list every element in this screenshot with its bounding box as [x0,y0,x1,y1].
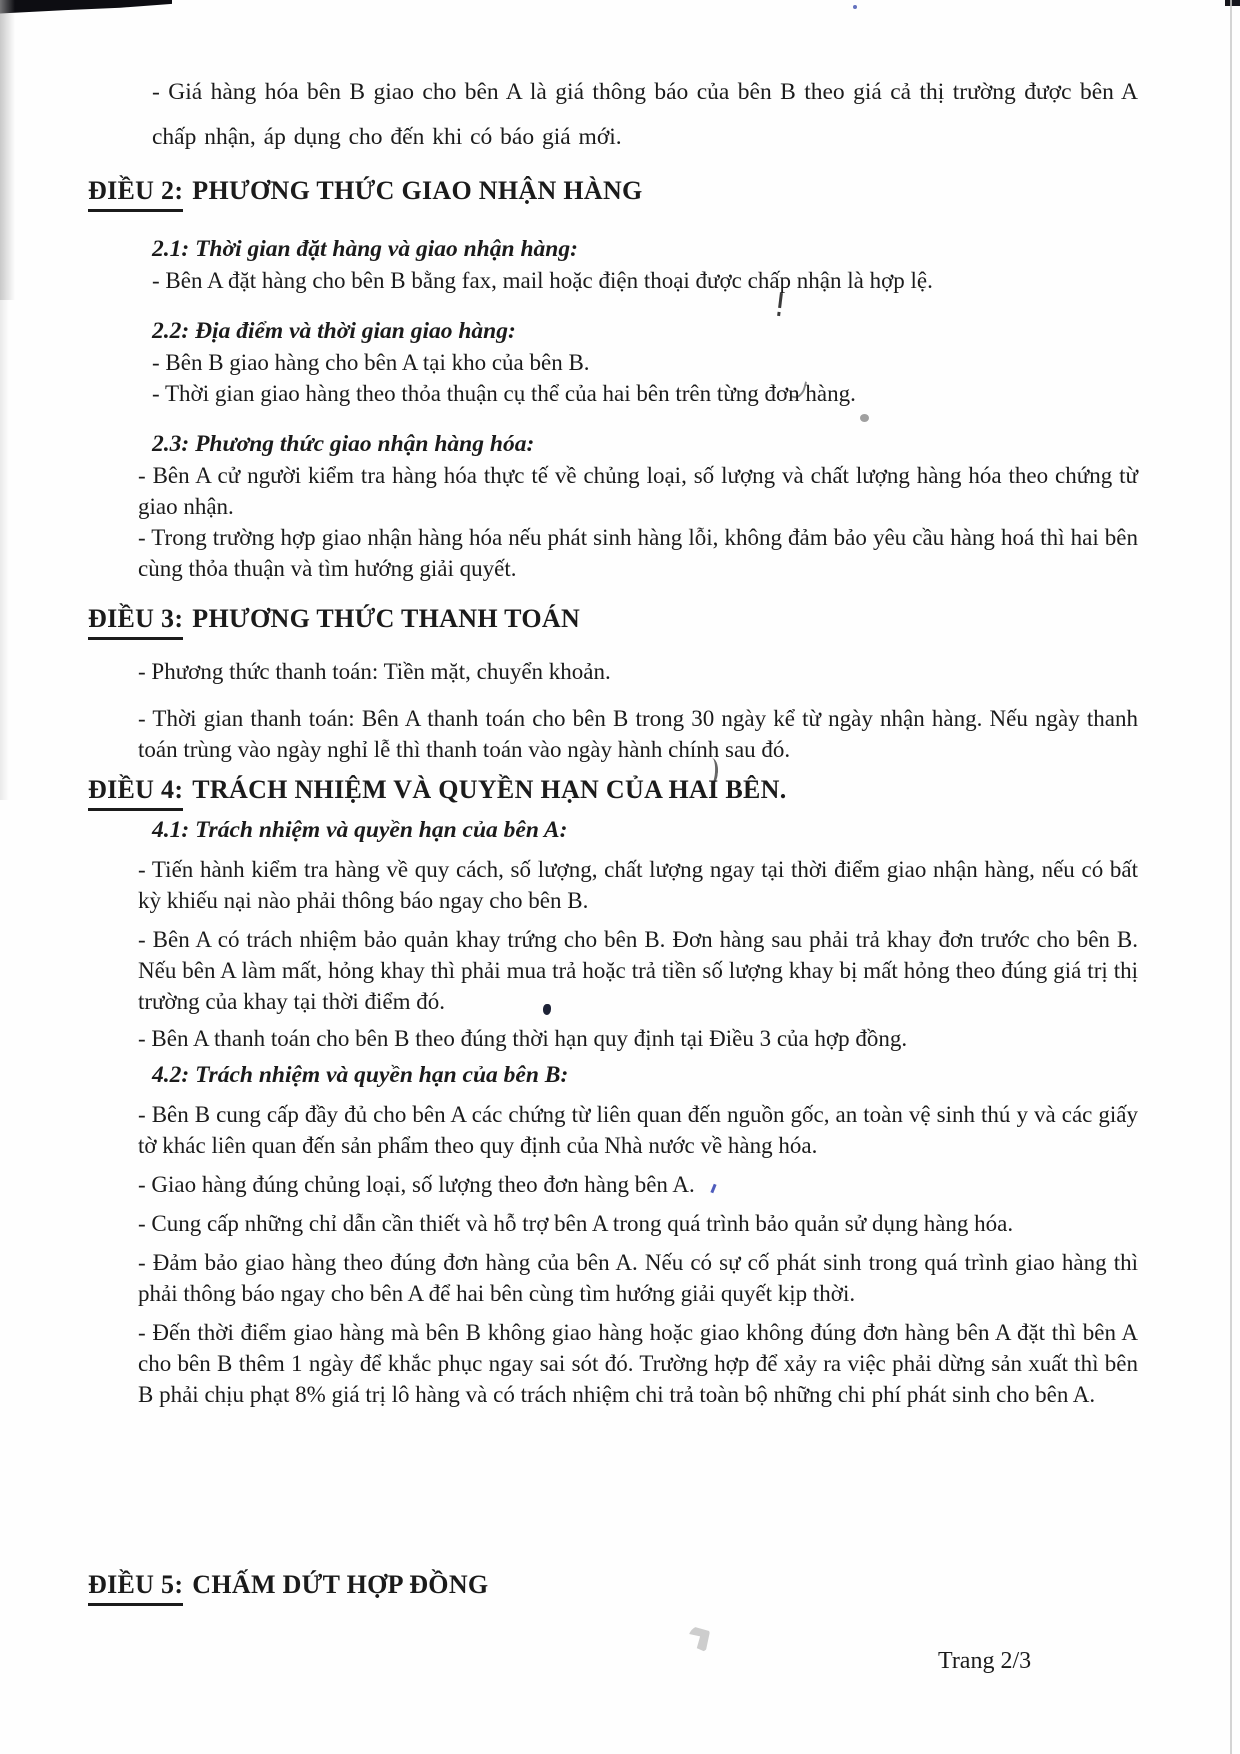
scan-artifact-left-shadow-lower [0,300,9,800]
section-4-1-paragraph-1: - Tiến hành kiểm tra hàng về quy cách, số lượng, chất lượng ngay tại thời điểm giao nhận hàng, nếu có bất kỳ khiếu nại nào phải thông báo ngay cho bên B. [138,857,1138,913]
article-4-number: ĐIỀU 4: [88,773,183,811]
section-4-2-heading: 4.2: Trách nhiệm và quyền hạn của bên B: [152,1062,569,1088]
section-2-1-paragraph-1: - Bên A đặt hàng cho bên B bằng fax, mail hoặc điện thoại được chấp nhận là hợp lệ. [152,268,933,293]
section-4-2-paragraph-5: - Đến thời điểm giao hàng mà bên B không giao hàng hoặc giao không đúng đơn hàng bên A đặt thì bên A cho bên B thêm 1 ngày để khắc phục ngay sai sót đó. Trường hợp để xảy ra việc phải dừng sản xuất thì bên B phải chịu phạt 8% giá trị lô hàng và có trách nhiệm chi trả toàn bộ những chi phí phát sinh cho bên A. [138,1320,1138,1407]
scan-artifact-right-edge-line [1230,0,1232,1754]
page-number: Trang 2/3 [938,1648,1032,1674]
article-2-number: ĐIỀU 2: [88,174,183,212]
section-4-1-paragraph-2: - Bên A có trách nhiệm bảo quản khay trứng cho bên B. Đơn hàng sau phải trả khay đơn trước cho bên B. Nếu bên A làm mất, hỏng khay thì phải mua trả hoặc trả tiền số lượng khay bị mất hỏng theo đúng giá trị thị trường của khay tại thời điểm đó. [138,927,1138,1014]
article-5-number: ĐIỀU 5: [88,1568,183,1606]
scan-artifact-top-right-speck [1225,0,1240,6]
section-4-2-paragraph-2: - Giao hàng đúng chủng loại, số lượng theo đơn hàng bên A. [138,1172,695,1197]
article-2-heading [88,174,1138,212]
article-3-heading [88,602,1138,640]
intro-paragraph: - Giá hàng hóa bên B giao cho bên A là giá thông báo của bên B theo giá cả thị trường được bên A chấp nhận, áp dụng cho đến khi có báo giá mới. [152,79,1138,150]
scan-artifact-left-shadow [0,0,15,300]
article-5-heading [88,1568,1138,1606]
article-5-title: CHẤM DỨT HỢP ĐỒNG [192,1570,489,1599]
contract-body [88,60,1138,1606]
article-3-title: PHƯƠNG THỨC THANH TOÁN [192,604,581,633]
article-3-number: ĐIỀU 3: [88,602,183,640]
section-2-1-heading: 2.1: Thời gian đặt hàng và giao nhận hàng: [152,236,578,262]
scan-artifact-top-bar [0,0,172,14]
section-4-1-paragraph-3: - Bên A thanh toán cho bên B theo đúng thời hạn quy định tại Điều 3 của hợp đồng. [138,1026,908,1051]
article-3-paragraph-1: - Phương thức thanh toán: Tiền mặt, chuyển khoản. [138,659,611,684]
section-2-2-paragraph-1: - Bên B giao hàng cho bên A tại kho của bên B. [152,350,590,375]
section-2-2-heading: 2.2: Địa điểm và thời gian giao hàng: [152,318,516,344]
section-2-3-heading: 2.3: Phương thức giao nhận hàng hóa: [152,431,535,457]
article-4-heading [88,773,1138,811]
section-2-3-paragraph-1: - Bên A cử người kiểm tra hàng hóa thực tế về chủng loại, số lượng và chất lượng hàng hóa theo chứng từ giao nhận. [138,463,1138,519]
section-4-2-paragraph-1: - Bên B cung cấp đầy đủ cho bên A các chứng từ liên quan đến nguồn gốc, an toàn vệ sinh thú y và các giấy tờ khác liên quan đến sản phẩm theo quy định của Nhà nước về hàng hóa. [138,1102,1138,1158]
scan-artifact-gray-blob [688,1626,710,1652]
section-4-1-heading: 4.1: Trách nhiệm và quyền hạn của bên A: [152,817,568,843]
article-4-title: TRÁCH NHIỆM VÀ QUYỀN HẠN CỦA HAI BÊN. [192,775,787,804]
section-2-2-paragraph-2: - Thời gian giao hàng theo thỏa thuận cụ thể của hai bên trên từng đơn hàng. [152,381,856,406]
article-2-title: PHƯƠNG THỨC GIAO NHẬN HÀNG [192,176,643,205]
section-2-3-paragraph-2: - Trong trường hợp giao nhận hàng hóa nếu phát sinh hàng lỗi, không đảm bảo yêu cầu hàng hoá thì hai bên cùng thỏa thuận và tìm hướng giải quyết. [138,525,1138,581]
article-3-paragraph-2: - Thời gian thanh toán: Bên A thanh toán cho bên B trong 30 ngày kể từ ngày nhận hàng. Nếu ngày thanh toán trùng vào ngày nghỉ lễ thì thanh toán vào ngày hành chính sau đó. [138,706,1138,762]
section-4-2-paragraph-3: - Cung cấp những chỉ dẫn cần thiết và hỗ trợ bên A trong quá trình bảo quản sử dụng hàng hóa. [138,1211,1014,1236]
scan-artifact-blue-dot [853,5,857,9]
section-4-2-paragraph-4: - Đảm bảo giao hàng theo đúng đơn hàng của bên A. Nếu có sự cố phát sinh trong quá trình giao hàng thì phải thông báo ngay cho bên A để hai bên cùng tìm hướng giải quyết kịp thời. [138,1250,1138,1306]
